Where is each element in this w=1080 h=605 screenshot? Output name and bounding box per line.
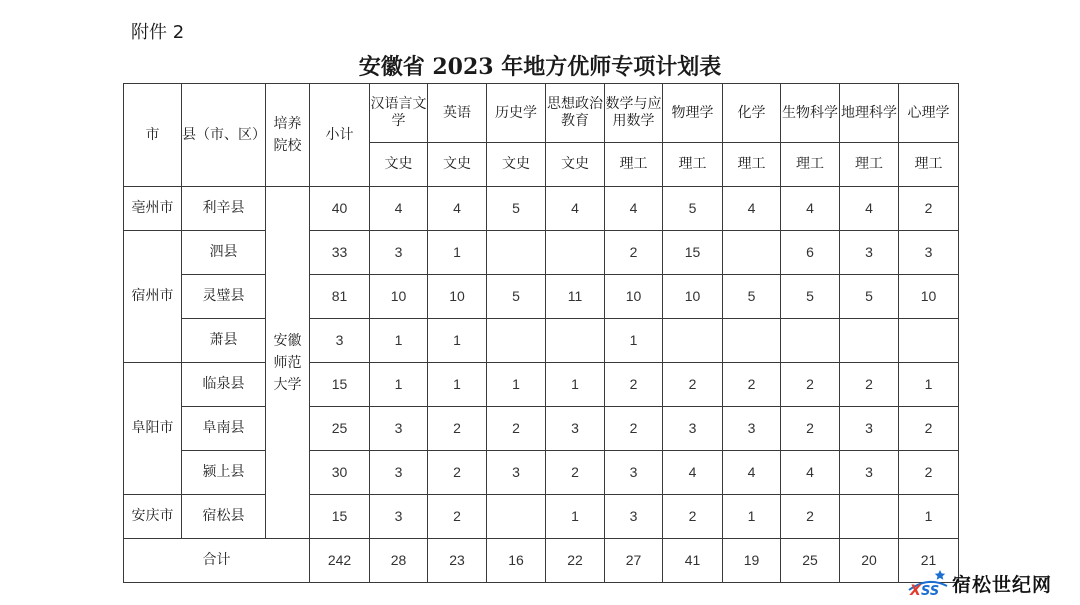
value-cell: 2	[781, 363, 840, 407]
site-watermark	[906, 566, 1076, 600]
value-cell: 3	[370, 451, 428, 495]
value-cell: 3	[605, 451, 663, 495]
total-value-cell: 23	[428, 539, 487, 583]
subtotal-cell: 81	[310, 275, 370, 319]
value-cell: 3	[899, 231, 959, 275]
value-cell: 3	[840, 231, 899, 275]
value-cell	[487, 231, 546, 275]
header-subtotal: 小计	[310, 84, 370, 187]
county-cell: 利辛县	[182, 187, 266, 231]
table-row	[124, 363, 959, 407]
value-cell	[723, 231, 781, 275]
site-logo-icon	[906, 566, 950, 600]
header-city: 市	[124, 84, 182, 187]
value-cell: 2	[605, 363, 663, 407]
value-cell: 3	[487, 451, 546, 495]
city-cell: 亳州市	[124, 187, 182, 231]
value-cell	[546, 231, 605, 275]
header-subject: 化学	[723, 84, 781, 143]
value-cell: 10	[899, 275, 959, 319]
value-cell: 4	[546, 187, 605, 231]
value-cell	[663, 319, 723, 363]
table-row	[124, 275, 959, 319]
value-cell: 4	[781, 451, 840, 495]
value-cell	[840, 495, 899, 539]
county-cell: 阜南县	[182, 407, 266, 451]
value-cell: 3	[663, 407, 723, 451]
county-cell: 临泉县	[182, 363, 266, 407]
subtotal-cell: 30	[310, 451, 370, 495]
total-value-cell: 22	[546, 539, 605, 583]
subtotal-cell: 15	[310, 363, 370, 407]
total-value-cell: 21	[899, 539, 959, 583]
value-cell: 4	[370, 187, 428, 231]
value-cell: 4	[781, 187, 840, 231]
header-subject: 地理科学	[840, 84, 899, 143]
total-value-cell: 16	[487, 539, 546, 583]
value-cell: 2	[428, 451, 487, 495]
value-cell: 10	[428, 275, 487, 319]
county-cell: 颍上县	[182, 451, 266, 495]
site-name: 宿松世纪网	[952, 573, 1053, 596]
header-subject: 物理学	[663, 84, 723, 143]
value-cell: 1	[605, 319, 663, 363]
value-cell: 3	[370, 231, 428, 275]
value-cell: 10	[663, 275, 723, 319]
attachment-label: 附件 2	[131, 22, 185, 43]
value-cell: 2	[487, 407, 546, 451]
total-value-cell: 28	[370, 539, 428, 583]
school-cell: 安徽师范大学	[266, 187, 310, 539]
header-row-subjects	[124, 84, 959, 143]
value-cell: 2	[663, 363, 723, 407]
value-cell: 4	[428, 187, 487, 231]
value-cell: 5	[723, 275, 781, 319]
value-cell: 5	[781, 275, 840, 319]
value-cell: 1	[546, 495, 605, 539]
value-cell: 2	[840, 363, 899, 407]
header-subject: 心理学	[899, 84, 959, 143]
value-cell: 4	[723, 451, 781, 495]
county-cell: 宿松县	[182, 495, 266, 539]
value-cell: 1	[899, 363, 959, 407]
header-category: 理工	[605, 143, 663, 187]
value-cell: 1	[370, 319, 428, 363]
value-cell: 1	[723, 495, 781, 539]
value-cell: 4	[723, 187, 781, 231]
value-cell: 2	[781, 495, 840, 539]
value-cell: 2	[899, 407, 959, 451]
value-cell	[723, 319, 781, 363]
value-cell: 3	[546, 407, 605, 451]
city-cell: 宿州市	[124, 231, 182, 363]
value-cell: 3	[370, 495, 428, 539]
page-title: 安徽省 2023 年地方优师专项计划表	[358, 54, 722, 80]
table-row	[124, 231, 959, 275]
table-row	[124, 451, 959, 495]
table-row	[124, 319, 959, 363]
value-cell: 2	[546, 451, 605, 495]
value-cell: 5	[840, 275, 899, 319]
plan-table	[123, 83, 959, 583]
total-value-cell: 27	[605, 539, 663, 583]
value-cell: 1	[428, 363, 487, 407]
value-cell: 2	[899, 187, 959, 231]
header-category: 理工	[899, 143, 959, 187]
header-subject: 思想政治教育	[546, 84, 605, 143]
value-cell	[546, 319, 605, 363]
header-school: 培养院校	[266, 84, 310, 187]
county-cell: 萧县	[182, 319, 266, 363]
county-cell: 灵璧县	[182, 275, 266, 319]
table-row	[124, 495, 959, 539]
total-label: 合计	[124, 539, 310, 583]
city-cell: 安庆市	[124, 495, 182, 539]
value-cell: 2	[605, 231, 663, 275]
subtotal-cell: 15	[310, 495, 370, 539]
header-subject: 英语	[428, 84, 487, 143]
value-cell: 6	[781, 231, 840, 275]
header-category: 理工	[840, 143, 899, 187]
subtotal-cell: 40	[310, 187, 370, 231]
value-cell: 2	[899, 451, 959, 495]
subtotal-cell: 3	[310, 319, 370, 363]
subtotal-cell: 25	[310, 407, 370, 451]
header-subject: 数学与应用数学	[605, 84, 663, 143]
total-value-cell: 20	[840, 539, 899, 583]
value-cell: 4	[605, 187, 663, 231]
value-cell: 3	[723, 407, 781, 451]
header-category: 理工	[723, 143, 781, 187]
table-row	[124, 407, 959, 451]
value-cell	[840, 319, 899, 363]
total-value-cell: 25	[781, 539, 840, 583]
header-county: 县（市、区）	[182, 84, 266, 187]
value-cell	[487, 319, 546, 363]
county-cell: 泗县	[182, 231, 266, 275]
value-cell: 4	[663, 451, 723, 495]
total-value-cell: 41	[663, 539, 723, 583]
header-subject: 生物科学	[781, 84, 840, 143]
value-cell: 1	[370, 363, 428, 407]
value-cell: 1	[899, 495, 959, 539]
total-row	[124, 539, 959, 583]
value-cell: 3	[840, 451, 899, 495]
table-row	[124, 187, 959, 231]
value-cell: 15	[663, 231, 723, 275]
value-cell: 10	[370, 275, 428, 319]
value-cell: 1	[487, 363, 546, 407]
value-cell: 2	[663, 495, 723, 539]
value-cell: 4	[840, 187, 899, 231]
value-cell: 5	[487, 187, 546, 231]
value-cell: 3	[840, 407, 899, 451]
value-cell	[899, 319, 959, 363]
value-cell: 2	[723, 363, 781, 407]
value-cell: 11	[546, 275, 605, 319]
value-cell: 1	[428, 319, 487, 363]
value-cell: 1	[428, 231, 487, 275]
value-cell: 2	[428, 407, 487, 451]
svg-text:SS: SS	[921, 584, 940, 599]
total-value-cell: 19	[723, 539, 781, 583]
value-cell	[781, 319, 840, 363]
value-cell: 2	[781, 407, 840, 451]
header-category: 文史	[487, 143, 546, 187]
header-category: 文史	[370, 143, 428, 187]
value-cell: 1	[546, 363, 605, 407]
value-cell: 5	[487, 275, 546, 319]
subtotal-cell: 33	[310, 231, 370, 275]
header-subject: 历史学	[487, 84, 546, 143]
value-cell: 5	[663, 187, 723, 231]
value-cell: 3	[370, 407, 428, 451]
header-category: 理工	[781, 143, 840, 187]
header-subject: 汉语言文学	[370, 84, 428, 143]
value-cell: 10	[605, 275, 663, 319]
total-subtotal-cell: 242	[310, 539, 370, 583]
value-cell: 3	[605, 495, 663, 539]
header-category: 理工	[663, 143, 723, 187]
value-cell: 2	[605, 407, 663, 451]
svg-text:X: X	[910, 583, 921, 599]
value-cell	[487, 495, 546, 539]
header-category: 文史	[546, 143, 605, 187]
value-cell: 2	[428, 495, 487, 539]
city-cell: 阜阳市	[124, 363, 182, 495]
header-category: 文史	[428, 143, 487, 187]
